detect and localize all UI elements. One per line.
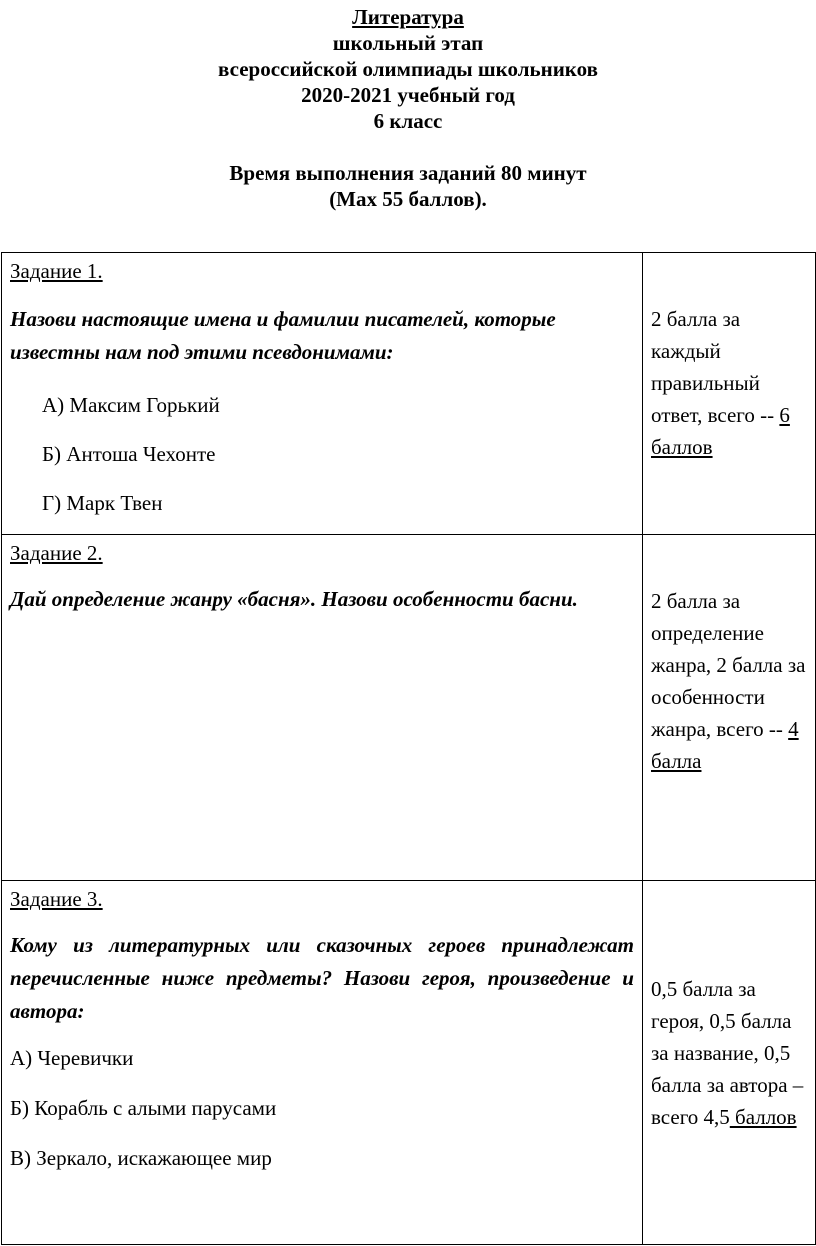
task-1-score-total: 6 баллов	[651, 403, 790, 459]
task-1-option-b: Б) Антоша Чехонте	[42, 442, 216, 466]
olympiad-line: всероссийской олимпиады школьников	[218, 57, 598, 81]
task-1-option-a: А) Максим Горький	[42, 393, 220, 417]
stage-line: школьный этап	[332, 31, 484, 55]
task-3-title: Задание 3.	[10, 887, 103, 911]
task-3-score-text: 0,5 балла за героя, 0,5 балла за название, 0,5 балла за автора – всего 4,5	[651, 977, 804, 1129]
task-row-2	[2, 535, 816, 881]
task-1-question-cell	[2, 253, 643, 535]
subject-title: Литература	[352, 5, 464, 29]
task-row-1	[2, 253, 816, 535]
task-3-option-a: А) Черевички	[10, 1046, 134, 1070]
task-2-title: Задание 2.	[10, 541, 103, 565]
task-1-prompt: Назови настоящие имена и фамилии писателей, которые известны нам под этими псевдонимами:	[10, 307, 556, 364]
task-2-score-cell	[643, 535, 816, 881]
year-line: 2020-2021 учебный год	[301, 83, 515, 107]
task-2-score-text: 2 балла за определение жанра, 2 балла за особенности жанра, всего --	[651, 589, 806, 741]
tasks-table	[1, 252, 816, 1245]
task-row-3	[2, 881, 816, 1245]
task-3-question-cell	[2, 881, 643, 1245]
max-score-line: (Max 55 баллов).	[329, 187, 487, 211]
task-3-score-total: баллов	[729, 1105, 797, 1129]
task-3-option-b: Б) Корабль с алыми парусами	[10, 1096, 277, 1120]
task-3-prompt: Кому из литературных или сказочных героев принадлежат перечисленные ниже предметы? Назови героя, произведение и автора:	[10, 933, 634, 1023]
task-3-score-cell	[643, 881, 816, 1245]
task-3-option-v: В) Зеркало, искажающее мир	[10, 1146, 272, 1170]
task-1-option-g: Г) Марк Твен	[42, 491, 163, 515]
task-1-title: Задание 1.	[10, 259, 103, 283]
grade-line: 6 класс	[373, 109, 443, 133]
task-1-score-text: 2 балла за каждый правильный ответ, всего --	[651, 307, 775, 427]
task-2-prompt: Дай определение жанру «басня». Назови особенности басни.	[10, 587, 578, 611]
time-line: Время выполнения заданий 80 минут	[229, 161, 587, 185]
spacer	[0, 134, 816, 160]
task-2-question-cell	[2, 535, 643, 881]
task-1-score-cell	[643, 253, 816, 535]
document-header	[0, 4, 816, 212]
task-2-score-total: 4 балла	[651, 717, 799, 773]
